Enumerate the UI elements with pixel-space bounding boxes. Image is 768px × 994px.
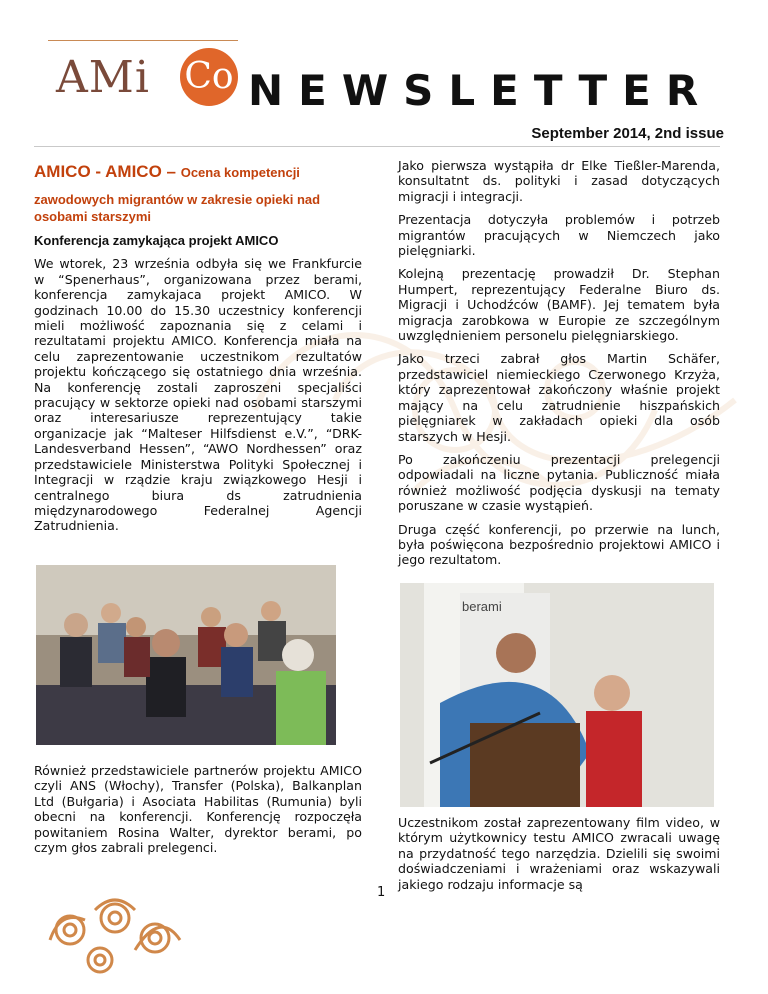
logo-line — [48, 40, 238, 41]
flower-ornament-icon — [40, 890, 190, 980]
newsletter-title: NEWSLETTER — [248, 66, 714, 115]
left-column — [34, 162, 362, 542]
bottom-left-paragraph: Również przedstawiciele partnerów projektu AMICO czyli ANS (Włochy), Transfer (Polska), Balkanplan Ltd (Bułgaria) i Asociata Habilitas (Rumunia) byli obecni na konferencji. Konferencję rozpoczęła powitaniem Rosina Walter, dyrektor berami, po czym głos zabrali prelegenci. — [34, 763, 362, 856]
logo-text: AMi — [56, 52, 150, 103]
right-paragraph-2: Prezentacja dotyczyła problemów i potrzeb migrantów pracujących w Niemczech jako pielęgniarki. — [398, 212, 720, 259]
right-paragraph-1: Jako pierwsza wystąpiła dr Elke Tießler-Marenda, konsultatnt ds. polityki i zasad dotyczących migracji i integracji. — [398, 158, 720, 204]
audience-photo-image — [36, 565, 336, 745]
speaker-photo-image — [400, 583, 714, 807]
article-title — [34, 162, 362, 183]
right-paragraph-4: Jako trzeci zabrał głos Martin Schäfer, przedstawiciel niemieckiego Czerwonego Krzyża, który zaprezentował zakończony właśnie projekt mający na celu zatrudnienie hiszpańskich pielęgniarek w zakładach opieki dla osób starszych w Hesji. — [398, 351, 720, 444]
right-column — [398, 158, 720, 576]
page-number: 1 — [377, 885, 386, 900]
logo-circle: Co — [180, 48, 238, 106]
speaker-photo — [400, 583, 714, 807]
bottom-right-paragraph: Uczestnikom został zaprezentowany film video, w którym użytkownicy testu AMICO zwracali uwagę na przydatność tego narzędzia. Dzielili się swoimi doświadczeniami i wrażeniami oraz wskazywali jakiego rodzaju informacje są — [398, 815, 720, 892]
header-divider — [34, 146, 720, 147]
article-title-inline: Ocena kompetencji — [180, 165, 300, 180]
banner-text: berami — [462, 599, 502, 614]
audience-photo — [36, 565, 336, 745]
issue-date: September 2014, 2nd issue — [531, 125, 724, 142]
article-title-main: AMICO - AMICO – — [34, 162, 181, 181]
right-paragraph-5: Po zakończeniu prezentacji prelegencji odpowiadali na liczne pytania. Publiczność miała również możliwość podjęcia dyskusji na tematy poruszane w czasie wystąpień. — [398, 451, 720, 514]
section-heading: Konferencja zamykająca projekt AMICO — [34, 233, 279, 248]
left-body-paragraph: We wtorek, 23 września odbyła się we Frankfurcie w “Spenerhaus”, organizowana przez berami, konferencja zamykajaca projekt AMICO. W godzinach 10.00 do 15.30 uczestnicy konferencji mieli możliwość zapoznania się z celami i rezultatami projektu AMICO. Konferencja miała na celu zaprezentowanie uczestnikom rezultatów projektu kończącego się ostatniego dnia września. Na konferencję zostali zaproszeni specjaliści pracujący w sektorze opieki nad osobami starszymi oraz interesariusze reprezentujący takie organizacje jak “Malteser Hilfsdienst e.V.”, “DRK-Landesverband Hessen”, “AWO Nordhessen” oraz przedstawiciele Ministerstwa Polityki Społecznej i Integracji w rządzie kraju związkowego Hesji i centralnego biura ds zatrudnienia międzynarodowego Federalnej Agencji Zatrudnienia. — [34, 256, 362, 534]
right-paragraph-6: Druga część konferencji, po przerwie na lunch, była poświęcona bezpośrednio projektowi AMICO i jego rezultatom. — [398, 521, 720, 568]
article-subtitle: zawodowych migrantów w zakresie opieki nad osobami starszymi — [34, 192, 321, 224]
right-paragraph-3: Kolejną prezentację prowadził Dr. Stephan Humpert, reprezentujący Federalne Biuro ds. Migracji i Uchodźców (BAMF). Jej tematem była migracja zarobkowa w Europie ze szczególnym uwzględnieniem personelu pielęgniarskiego. — [398, 266, 720, 344]
